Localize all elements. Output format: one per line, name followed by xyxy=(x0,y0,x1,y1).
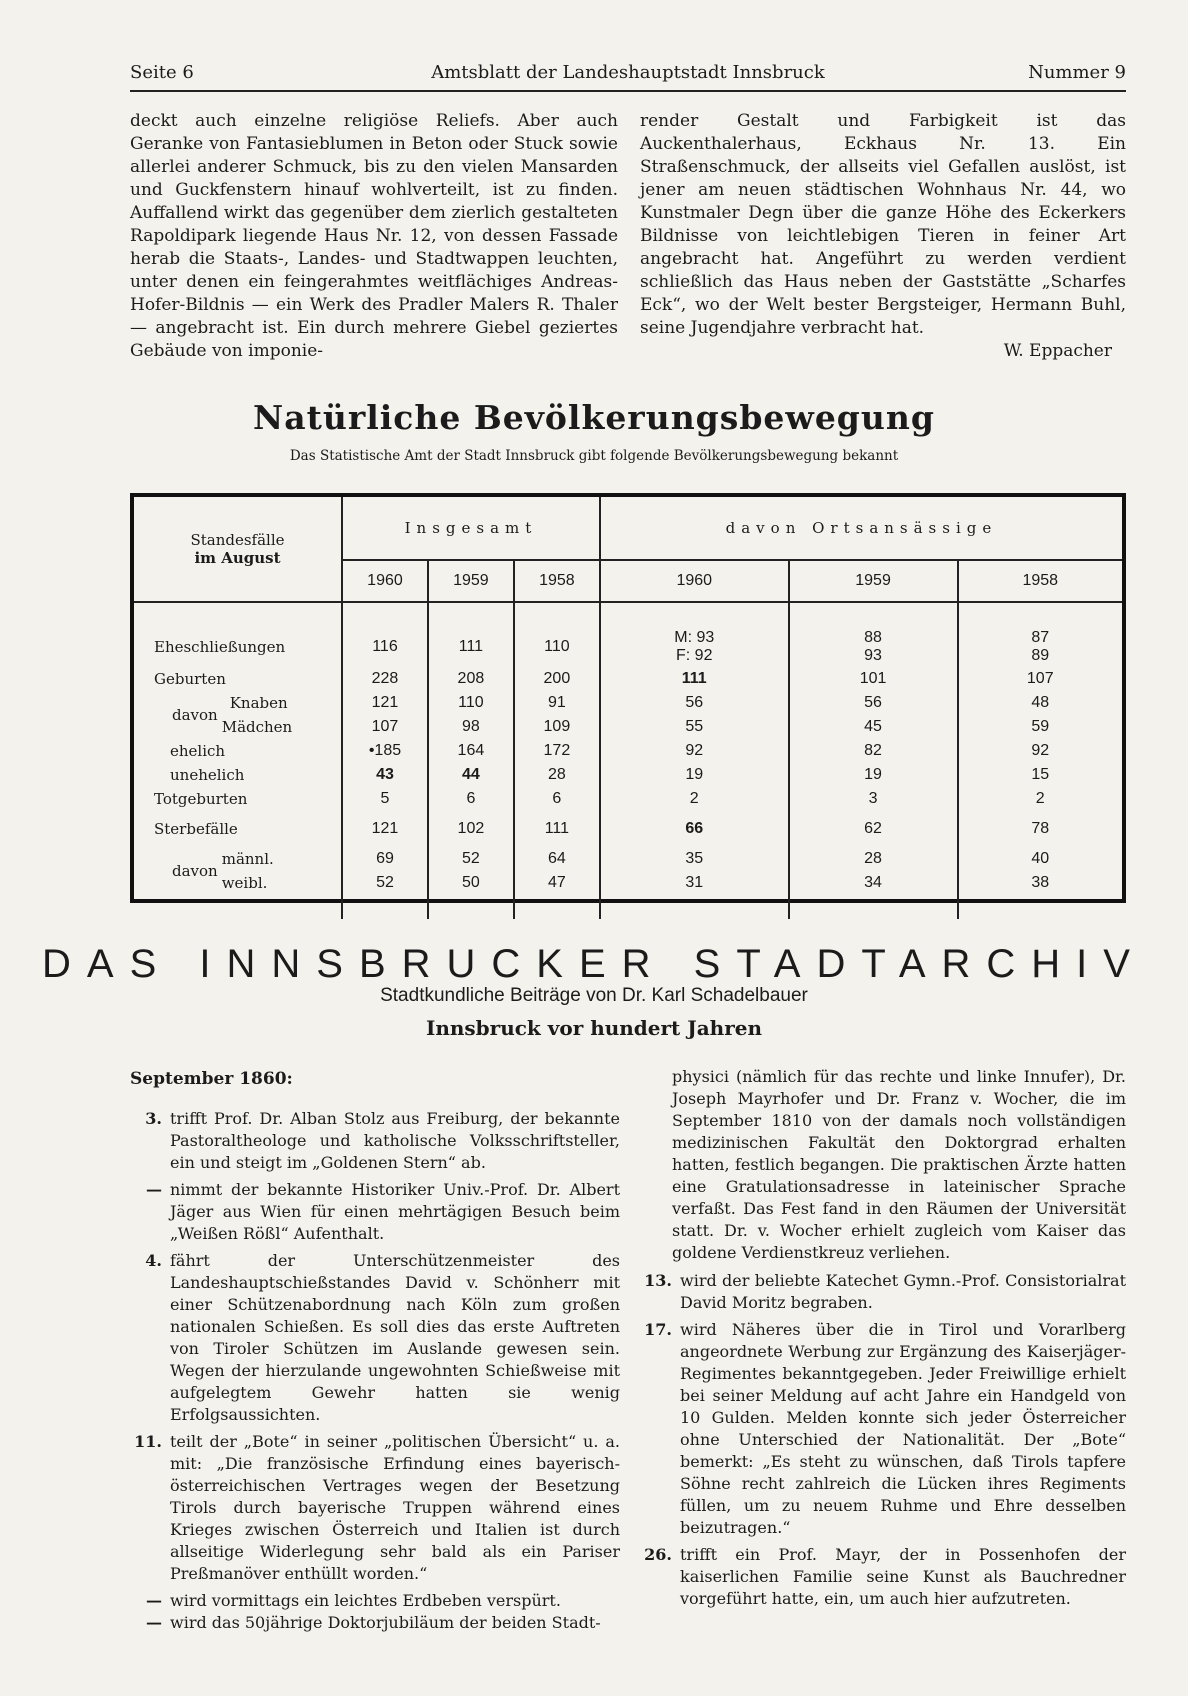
marriages-male: M: 93 xyxy=(674,629,715,646)
group-header-residents: davon Ortsansässige xyxy=(600,497,1122,560)
list-item: — nimmt der bekannte Historiker Univ.-Prof. Dr. Albert Jäger aus Wien für einen mehrtägigen Besuch beim „Weißen Rößl“ Aufenthalt. xyxy=(146,1180,620,1243)
list-item: 11. teilt der „Bote“ in seiner „politischen Übersicht“ u. a. mit: „Die französische Erfindung eines bayerisch-österreichischen Vertrages wegen der Besetzung Tirols durch bayerische Truppen während eines Krieges zwischen Österreich und Italien ist durch allseitige Widerlegung sehr bald als ein Pariser Preßmanöver enthüllt worden.“ xyxy=(134,1432,620,1583)
article-left-text: deckt auch einzelne religiöse Reliefs. Aber auch Geranke von Fantasieblumen in Beton oder Stuck sowie allerlei anderer Schmuck, bis zu den vielen Mansarden und Guckfenstern hinauf wohlverteilt, ist zu finden. Auffallend wirkt das gegenüber dem zierlich gestalteten Rapoldipark liegende Haus Nr. 12, von dessen Fassade herab die Staats-, Landes- und Stadtwappen leuchten, unter denen ein feingerahmtes weitflächiges Andreas-Hofer-Bildnis — ein Werk des Pradler Malers R. Thaler — angebracht ist. Ein durch mehrere Giebel geziertes Gebäude von imponie- xyxy=(130,111,618,361)
marriages-female: F: 92 xyxy=(676,647,713,664)
article-right-text: render Gestalt und Farbigkeit ist das Auckenthalerhaus, Eckhaus Nr. 13. Ein Straßenschmuck, der allseits viel Gefallen auslöst, ist jener am neuen städtischen Wohnhaus Nr. 44, wo Kunstmaler Degn über die ganze Höhe des Eckerkers Bildnisse von leichtlebigen Tieren in feiner Art angebracht hat. Angeführt zu werden verdient schließlich das Haus neben der Gaststätte „Scharfes Eck“, wo der Welt bester Bergsteiger, Hermann Buhl, seine Jugendjahre verbracht hat. xyxy=(640,111,1126,338)
year-header: 1958 xyxy=(514,560,600,602)
archive-heading: Innsbruck vor hundert Jahren xyxy=(425,1016,763,1040)
population-title: Natürliche Bevölkerungsbewegung xyxy=(253,398,935,437)
table-row: ehelich •185 164 172 92 82 92 xyxy=(134,739,1122,763)
archive-month: September 1860: xyxy=(130,1069,293,1089)
table-row: Eheschließungen 116 111 110 M: 93 F: 92 88 93 87 89 xyxy=(134,627,1122,667)
publication-title: Amtsblatt der Landeshauptstadt Innsbruck xyxy=(431,62,825,83)
table-row: 52 50 47 31 34 38 xyxy=(134,871,1122,895)
table-row: Sterbefälle 121 102 111 66 62 78 xyxy=(134,811,1122,847)
table-row: 107 98 109 55 45 59 xyxy=(134,715,1122,739)
issue-number: Nummer 9 xyxy=(1028,62,1126,83)
davon-label: davon xyxy=(172,862,218,880)
archive-title: DAS INNSBRUCKER STADTARCHIV xyxy=(42,942,1146,986)
page-header xyxy=(130,60,1126,92)
archive-left-column xyxy=(130,1068,620,1639)
list-item: 4. fährt der Unterschützenmeister des Landeshauptschießstandes David v. Schönherr mit einer Schützenabordnung nach Köln zum großen nationalen Schießen. Es soll dies das erste Auftreten von Tiroler Schützen im Auslande gewesen sein. Wegen der hierzulande ungewohnten Schießweise mit aufgelegtem Gewehr hatten sie wenig Erfolgsaussichten. xyxy=(145,1251,620,1424)
archive-right-column xyxy=(640,1066,1126,1615)
population-subtitle: Das Statistische Amt der Stadt Innsbruck gibt folgende Bevölkerungsbewegung bekannt xyxy=(289,448,899,464)
archive-subtitle: Stadtkundliche Beiträge von Dr. Karl Schadelbauer xyxy=(380,985,808,1006)
list-item: 13. wird der beliebte Katechet Gymn.-Prof. Consistorialrat David Moritz begraben. xyxy=(644,1271,1126,1312)
article-left-column xyxy=(130,110,618,363)
list-item: 3. trifft Prof. Dr. Alban Stolz aus Freiburg, der bekannte Pastoraltheologe und katholische Volksschriftsteller, ein und steigt im „Goldenen Stern“ ab. xyxy=(145,1109,620,1172)
population-table xyxy=(130,493,1126,903)
label-line1: Standesfälle xyxy=(190,531,285,549)
article-signature: W. Eppacher xyxy=(1003,341,1112,361)
article-right-column xyxy=(640,110,1126,363)
table-row: davon Knaben Mädchen 121 110 91 56 56 48 xyxy=(134,691,1122,715)
year-header: 1959 xyxy=(789,560,958,602)
table-row: unehelich 43 44 28 19 19 15 xyxy=(134,763,1122,787)
page-number: Seite 6 xyxy=(130,62,194,83)
label-line2: im August xyxy=(194,549,281,567)
archive-continuation: physici (nämlich für das rechte und linke Innufer), Dr. Joseph Mayrhofer und Dr. Franz v. Wocher, die im September 1810 von der damals noch vollständigen medizinischen Fakultät den Doktorgrad erhalten hatten, festlich begangen. Die praktischen Ärzte hatten eine Gratulationsadresse in lateinischer Sprache verfaßt. Das Fest fand in den Räumen der Universität statt. Dr. v. Wocher erhielt zugleich vom Kaiser das goldene Verdienstkreuz verliehen. xyxy=(672,1067,1126,1262)
table-row: Totgeburten 5 6 6 2 3 2 xyxy=(134,787,1122,811)
list-item: 26. trifft ein Prof. Mayr, der in Possenhofen der kaiserlichen Familie seine Kunst als Bauchredner vorgeführt hatte, ein, um auch hier aufzutreten. xyxy=(644,1545,1126,1608)
table-row: Geburten 228 208 200 111 101 107 xyxy=(134,667,1122,691)
list-item: — wird das 50jährige Doktorjubiläum der beiden Stadt- xyxy=(146,1613,601,1632)
table-row: davon männl. weibl. 69 52 64 35 28 40 xyxy=(134,847,1122,871)
group-header-total: Insgesamt xyxy=(342,497,600,560)
year-header: 1960 xyxy=(342,560,428,602)
list-item: 17. wird Näheres über die in Tirol und Vorarlberg angeordnete Werbung zur Ergänzung des Kaiserjäger-Regimentes bekanntgegeben. Jeder Freiwillige erhielt bei seiner Meldung auf acht Jahre ein Handgeld von 10 Gulden. Melden konnte sich jeder Österreicher ohne Unterschied der Nationalität. Der „Bote“ bemerkt: „Es steht zu wünschen, daß Tirols tapfere Söhne recht zahlreich die Lücken ihres Regiments füllen, um zu neuem Ruhme und Ehre desselben beizutragen.“ xyxy=(644,1320,1126,1537)
list-item: — wird vormittags ein leichtes Erdbeben verspürt. xyxy=(146,1591,561,1610)
table-label-header xyxy=(134,497,342,602)
year-header: 1958 xyxy=(958,560,1123,602)
davon-label: davon xyxy=(172,706,218,724)
year-header: 1960 xyxy=(600,560,789,602)
year-header: 1959 xyxy=(428,560,514,602)
